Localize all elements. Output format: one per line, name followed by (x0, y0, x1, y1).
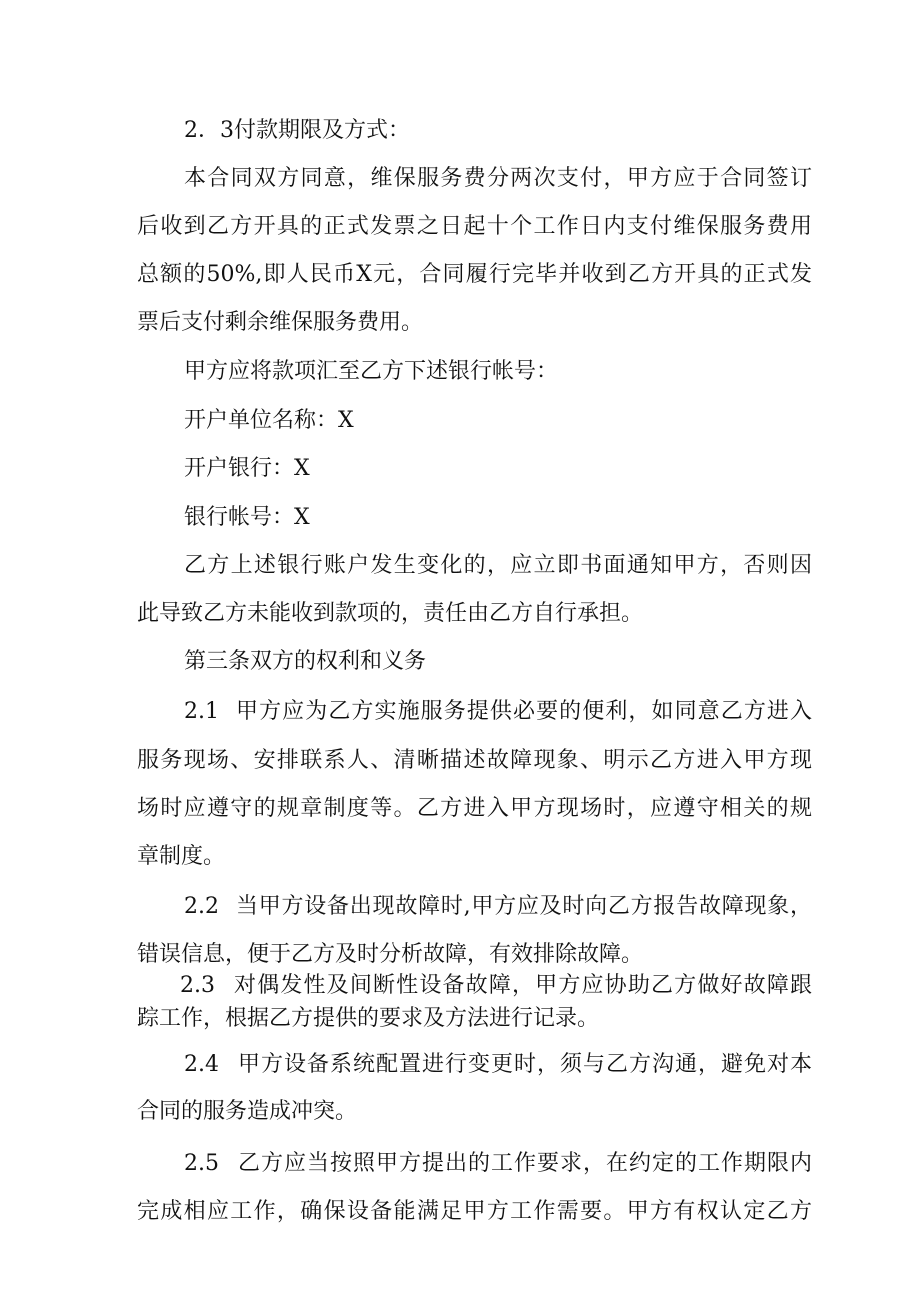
item-2-3-line-2: 踪工作，根据乙方提供的要求及方法进行记录。 (137, 1006, 600, 1031)
item-2-4-line-1: 甲方设备系统配置进行变更时，须与乙方沟通，避免对本 (238, 1052, 812, 1077)
item-2-3-number: 2.3 (180, 973, 215, 998)
item-2-4-number: 2.4 (184, 1052, 219, 1077)
item-2-1-line-2: 服务现场、安排联系人、清晰描述故障现象、明示乙方进入甲方现 (137, 748, 812, 773)
item-2-1-line-3: 场时应遵守的规章制度等。乙方进入甲方现场时，应遵守相关的规 (137, 796, 812, 821)
item-2-2-number: 2.2 (184, 894, 219, 919)
section-2-3-heading: 2．3付款期限及方式： (184, 118, 410, 143)
item-2-1-number: 2.1 (184, 699, 219, 724)
bank-intro-text: 甲方应将款项汇至乙方下述银行帐号： (184, 359, 559, 384)
item-2-2-line-2: 错误信息，便于乙方及时分析故障，有效排除故障。 (137, 942, 644, 967)
payment-paragraph-line-4: 票后支付剩余维保服务费用。 (137, 310, 424, 335)
item-2-5-line-1: 乙方应当按照甲方提出的工作要求，在约定的工作期限内 (238, 1151, 812, 1176)
account-name-field: 开户单位名称：X (184, 408, 354, 433)
item-2-5-line-2: 完成相应工作，确保设备能满足甲方工作需要。甲方有权认定乙方 (137, 1199, 812, 1224)
article-3-heading: 第三条双方的权利和义务 (184, 649, 427, 674)
account-number-field: 银行帐号：X (184, 505, 310, 530)
item-2-1-line-4: 章制度。 (137, 844, 226, 869)
item-2-1-line-1: 甲方应为乙方实施服务提供必要的便利，如同意乙方进入 (236, 699, 812, 724)
bank-change-paragraph-line-2: 此导致乙方未能收到款项的，责任由乙方自行承担。 (137, 601, 644, 626)
bank-name-field: 开户银行：X (184, 456, 310, 481)
bank-change-paragraph-line-1: 乙方上述银行账户发生变化的，应立即书面通知甲方，否则因 (184, 553, 812, 578)
payment-paragraph-line-1: 本合同双方同意，维保服务费分两次支付，甲方应于合同签订 (184, 166, 812, 191)
item-2-5-number: 2.5 (184, 1151, 219, 1176)
payment-paragraph-line-3: 总额的50%,即人民币X元，合同履行完毕并收到乙方开具的正式发 (137, 262, 812, 287)
item-2-4-line-2: 合同的服务造成冲突。 (137, 1099, 358, 1124)
item-2-2-line-1: 当甲方设备出现故障时,甲方应及时向乙方报告故障现象， (236, 894, 812, 919)
payment-paragraph-line-2: 后收到乙方开具的正式发票之日起十个工作日内支付维保服务费用 (137, 214, 812, 239)
item-2-3-line-1: 对偶发性及间断性设备故障，甲方应协助乙方做好故障跟 (234, 973, 812, 998)
